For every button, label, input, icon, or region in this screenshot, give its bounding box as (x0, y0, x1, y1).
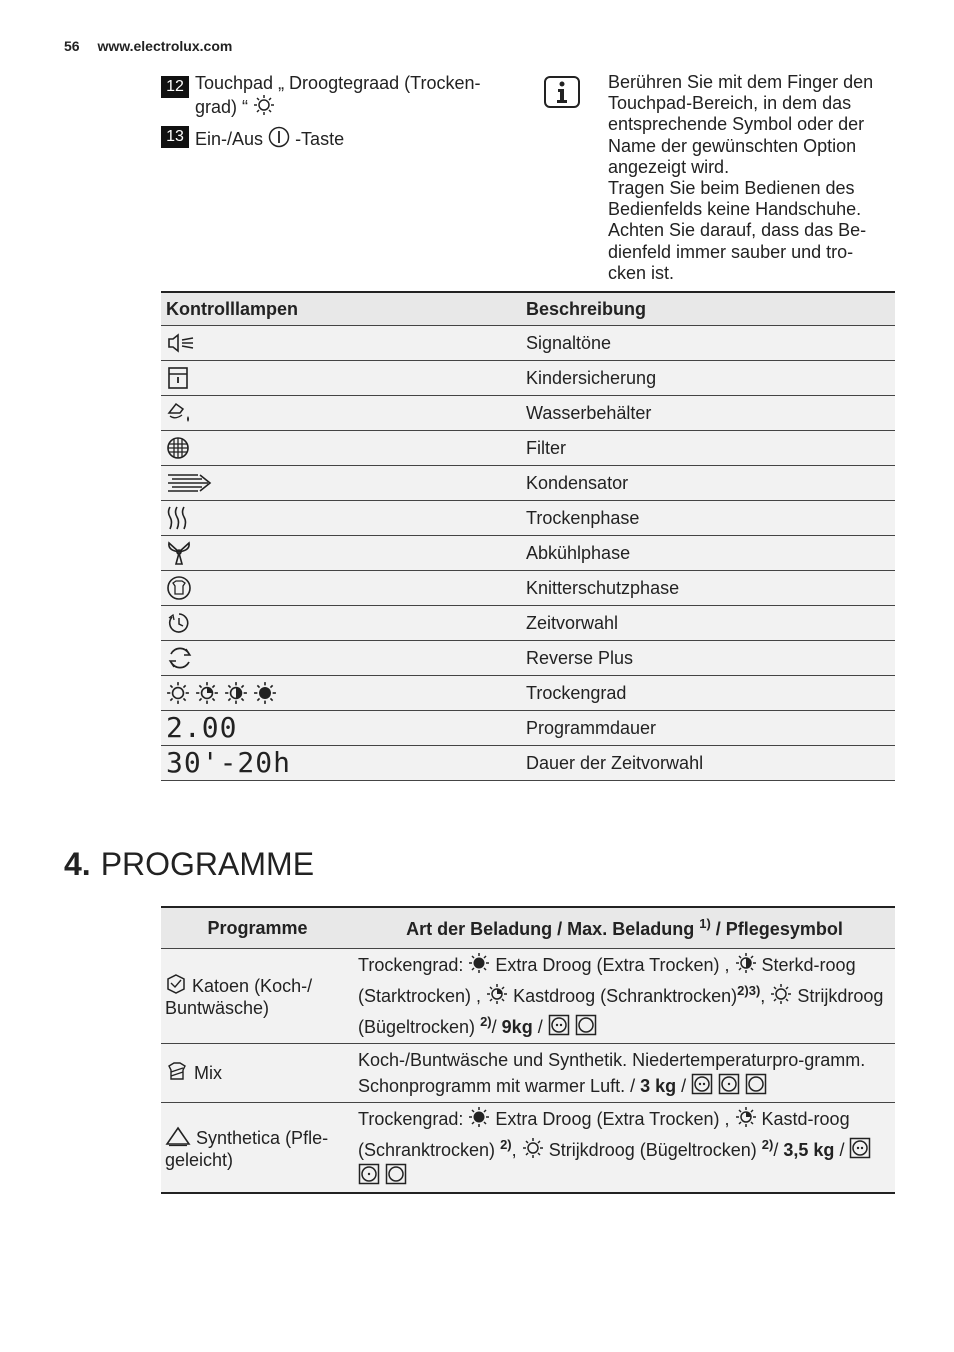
column-header: Art der Beladung / Max. Beladung $^{1)}$ / Pflegesymbol (354, 907, 895, 949)
tumble-dry-normal-icon (849, 1137, 871, 1159)
delay-start-icon (166, 611, 192, 635)
sun-icon (253, 94, 275, 116)
programme-load-cell: Trockengrad: Extra Droog (Extra Trocken) , Sterkd-roog (Starktrocken) , Kastdroog (Schranktrocken)$^{2)3)}$, Strijkdroog (Bügeltrocken) $^{2)}$/ 9kg / (354, 949, 895, 1044)
drying-phase-icon (166, 505, 188, 531)
water-container-icon (166, 401, 194, 425)
table-row (161, 431, 895, 466)
table-row (161, 571, 895, 606)
row-description: Kindersicherung (521, 361, 895, 396)
table-row (161, 641, 895, 676)
table-row (161, 746, 895, 781)
synthetics-icon (165, 1125, 191, 1147)
page-header (64, 38, 232, 54)
programme-table (161, 906, 895, 1194)
table-row (161, 711, 895, 746)
row-description: Trockengrad (521, 676, 895, 711)
sun-half-icon (224, 681, 248, 705)
reverse-plus-icon (166, 645, 194, 671)
tumble-dry-icon (575, 1014, 597, 1036)
table-header-row (161, 292, 895, 326)
row-description: Abkühlphase (521, 536, 895, 571)
row-description: Programmdauer (521, 711, 895, 746)
row-description: Wasserbehälter (521, 396, 895, 431)
tumble-dry-normal-icon (691, 1073, 713, 1095)
table-row (161, 536, 895, 571)
row-description: Kondensator (521, 466, 895, 501)
tumble-dry-icon (385, 1163, 407, 1185)
programme-duration-display: 2.00 (166, 711, 238, 744)
programme-name-cell: Katoen (Koch-/ Buntwäsche) (161, 949, 354, 1044)
sun-full-icon (468, 1106, 490, 1128)
programme-name-cell: Mix (161, 1044, 354, 1103)
row-description: Signaltöne (521, 326, 895, 361)
row-description: Filter (521, 431, 895, 466)
sun-icon (166, 681, 190, 705)
sun-icon (522, 1137, 544, 1159)
programme-name-cell: Synthetica (Pfle-geleicht) (161, 1103, 354, 1194)
condenser-icon (166, 471, 212, 495)
column-header: Beschreibung (521, 292, 895, 326)
indicator-table (161, 291, 895, 781)
tumble-dry-low-icon (718, 1073, 740, 1095)
legend-item-13 (161, 126, 515, 150)
item-number-badge: 12 (161, 76, 189, 98)
mix-icon (165, 1060, 189, 1082)
legend-item-text: Ein-/Aus -Taste (195, 126, 515, 150)
legend-item-12 (161, 72, 515, 118)
tumble-dry-low-icon (358, 1163, 380, 1185)
table-row (161, 676, 895, 711)
row-description: Knitterschutzphase (521, 571, 895, 606)
table-row (161, 1044, 895, 1103)
row-description: Zeitvorwahl (521, 606, 895, 641)
cotton-icon (165, 973, 187, 995)
section-heading (64, 846, 314, 883)
cooling-phase-icon (166, 540, 192, 566)
tumble-dry-normal-icon (548, 1014, 570, 1036)
table-row (161, 949, 895, 1044)
row-description: Trockenphase (521, 501, 895, 536)
section-number: 4. (64, 846, 91, 882)
column-header: Programme (161, 907, 354, 949)
table-row (161, 326, 895, 361)
anti-crease-icon (166, 575, 192, 601)
legend-item-text: Touchpad „ Droogtegraad (Trocken-grad) “ (195, 73, 481, 117)
table-row (161, 606, 895, 641)
delay-duration-display: 30'-20h (166, 746, 292, 779)
sun-quarter-icon (195, 681, 219, 705)
info-note-text: Berühren Sie mit dem Finger den Touchpad-Bereich, in dem das entsprechende Symbol oder der Name der gewünschten Option angezeigt wird. Tragen Sie beim Bedienen des Bedienfelds keine Handschuhe. Achten Sie darauf, dass das Be- dienfeld immer sauber und tro- cken ist. (608, 72, 874, 283)
sun-quarter-icon (486, 983, 508, 1005)
site-url: www.electrolux.com (97, 38, 233, 54)
table-row (161, 466, 895, 501)
sun-quarter-icon (735, 1106, 757, 1128)
info-icon (544, 76, 580, 108)
section-title: PROGRAMME (100, 846, 315, 882)
buzzer-icon (166, 332, 196, 354)
programme-load-cell: Koch-/Buntwäsche und Synthetik. Niedertemperaturpro-gramm. Schonprogramm mit warmer Luft. / 3 kg / (354, 1044, 895, 1103)
power-icon (268, 126, 290, 148)
column-header: Kontrolllampen (161, 292, 521, 326)
sun-full-icon (468, 952, 490, 974)
filter-icon (166, 436, 190, 460)
table-header-row (161, 907, 895, 949)
dryness-levels-icon (166, 682, 277, 702)
table-row (161, 501, 895, 536)
sun-half-icon (735, 952, 757, 974)
page-number: 56 (64, 38, 80, 54)
table-row (161, 396, 895, 431)
table-row (161, 1103, 895, 1194)
child-lock-icon (166, 366, 190, 390)
row-description: Dauer der Zeitvorwahl (521, 746, 895, 781)
tumble-dry-icon (745, 1073, 767, 1095)
sun-full-icon (253, 681, 277, 705)
row-description: Reverse Plus (521, 641, 895, 676)
programme-load-cell: Trockengrad: Extra Droog (Extra Trocken) , Kastd-roog (Schranktrocken) $^{2)}$, Strijkdroog (Bügeltrocken) $^{2)}$/ 3,5 kg / (354, 1103, 895, 1194)
sun-icon (770, 983, 792, 1005)
item-number-badge: 13 (161, 126, 189, 148)
table-row (161, 361, 895, 396)
